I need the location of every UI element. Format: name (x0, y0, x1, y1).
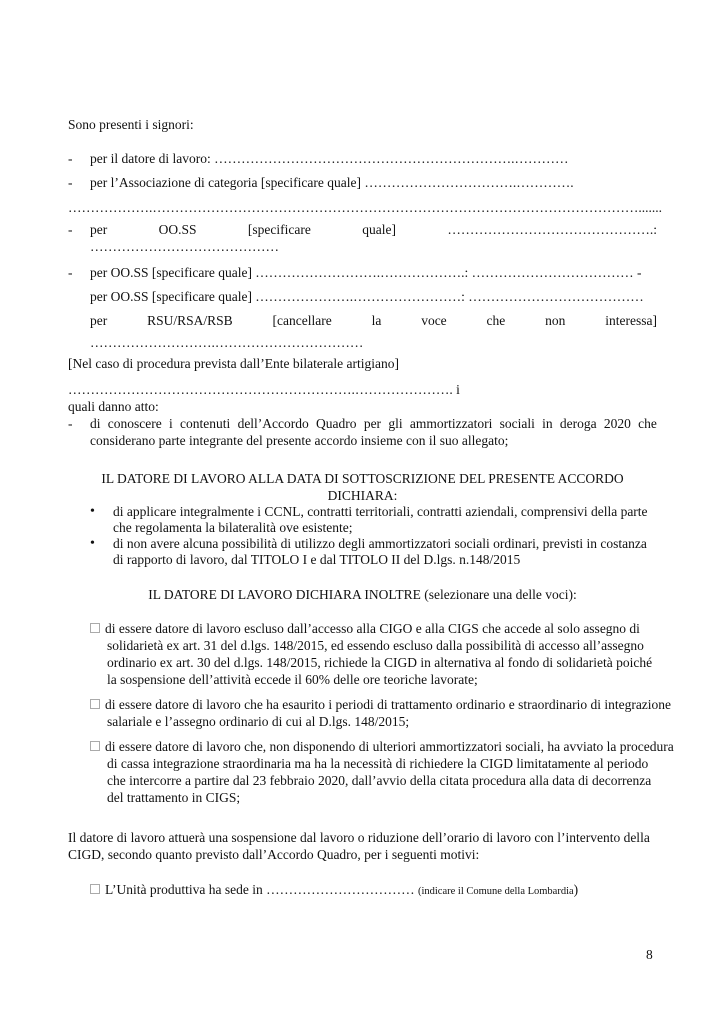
option-3-text: di essere datore di lavoro che, non disponendo di ulteriori ammortizzatori sociali, ha avviato la procedura (105, 739, 674, 754)
dash-marker: - (68, 222, 73, 237)
word: per (363, 416, 382, 431)
word: OO.SS (158, 222, 197, 237)
bullet-ammortizzatori-line-2: di rapporto di lavoro, dal TITOLO I e dal TITOLO II del D.lgs. n.148/2015 (113, 552, 521, 567)
word: ……………………………………….: (447, 222, 657, 237)
word: per (90, 313, 108, 328)
word: voce (421, 313, 447, 328)
word: non (545, 313, 566, 328)
word: conoscere (107, 416, 162, 431)
option-1-line-2: solidarietà ex art. 31 del d.lgs. 148/2015, ed essendo escluso dalla possibilità di accesso all’assegno (107, 638, 644, 653)
option-1-line-3: ordinario ex art. 30 del d.lgs. 148/2015, richiede la CIGD in alternativa al fondo di solidarietà poiché (107, 655, 653, 670)
word: sociali (499, 416, 535, 431)
word: che (638, 416, 657, 431)
word: la (371, 313, 382, 328)
artigiano-dots: ……………………………………………………….…………………. i (68, 382, 460, 397)
option-2-text: di essere datore di lavoro che ha esaurito i periodi di trattamento ordinario e straordinario di integrazione (105, 697, 672, 712)
intro-text: Sono presenti i signori: (68, 117, 194, 132)
bullet-ccnl-line-2: che regolamenta la bilateralità ove esistente; (113, 520, 353, 535)
option-3-line-1 (90, 739, 674, 755)
option-1-line-4: la sospensione dell’attività eccede il 60% delle ore teoriche lavorate; (107, 672, 478, 687)
option-3-line-4: del trattamento in CIGS; (107, 790, 241, 805)
word: deroga (559, 416, 597, 431)
bullet-ccnl-line-1: di applicare integralmente i CCNL, contratti territoriali, contratti aziendali, comprensivi della parte (113, 504, 648, 519)
word: RSU/RSA/RSB (147, 313, 233, 328)
option-2-line-1 (90, 697, 671, 713)
checkbox[interactable] (90, 699, 100, 709)
option-1-line-1 (90, 621, 640, 637)
attuera-line-1: Il datore di lavoro attuerà una sospensione dal lavoro o riduzione dell’orario di lavoro con l’intervento della (68, 830, 650, 845)
bullet-marker: • (90, 504, 95, 519)
datore-line: per il datore di lavoro: ………………………………………………………….………… (90, 151, 569, 166)
ooss-line-3: per OO.SS [specificare quale] ………………….……………………: ………………………………… (90, 289, 644, 304)
word: dell’Accordo (237, 416, 309, 431)
word: contenuti (180, 416, 231, 431)
word: ammortizzatori (409, 416, 493, 431)
checkbox[interactable] (90, 884, 100, 894)
page-number: 8 (646, 947, 653, 962)
rsu-line (90, 313, 657, 329)
heading-dichiara-inoltre: IL DATORE DI LAVORO DICHIARA INOLTRE (selezionare una delle voci): (148, 587, 577, 602)
option-3-line-2: di cassa integrazione straordinaria ma ha la necessità di richiedere la CIGD limitatamente al periodo (107, 756, 649, 771)
conoscere-line-2: considerano parte integrante del presente accordo insieme con il suo allegato; (90, 433, 509, 448)
word: quale] (362, 222, 396, 237)
artigiano-note: [Nel caso di procedura prevista dall’Ente bilaterale artigiano] (68, 356, 399, 371)
heading-dichiara: IL DATORE DI LAVORO ALLA DATA DI SOTTOSCRIZIONE DEL PRESENTE ACCORDO (101, 471, 624, 486)
conoscere-line-1 (90, 416, 657, 432)
dash-marker: - (68, 175, 73, 190)
heading-dichiara-2: DICHIARA: (327, 488, 398, 503)
bullet-ammortizzatori-line-1: di non avere alcuna possibilità di utilizzo degli ammortizzatori sociali ordinari, previsti in costanza (113, 536, 647, 551)
option-1-text: di essere datore di lavoro escluso dall’accesso alla CIGO e alla CIGS che accede al solo assegno di (105, 621, 640, 636)
word: in (542, 416, 553, 431)
ooss-line-2: per OO.SS [specificare quale] ……………………….……………….: ……………………………… - (90, 265, 642, 280)
word: che (486, 313, 506, 328)
dash-marker: - (68, 151, 73, 166)
ooss-line-1-cont: …………………………………… (90, 239, 279, 254)
word: Quadro (316, 416, 357, 431)
word: [cancellare (272, 313, 332, 328)
rsu-line-cont: ……………………….…………………………… (90, 335, 364, 350)
option-3-line-3: che intercorre a partire dal 23 febbraio 2020, dall’avvio della citata procedura alla data di decorrenza (107, 773, 652, 788)
word: i (169, 416, 173, 431)
attuera-line-2: CIGD, secondo quanto previsto dall’Accordo Quadro, per i seguenti motivi: (68, 847, 480, 862)
ooss-line-1 (90, 222, 657, 238)
word: 2020 (603, 416, 631, 431)
unita-note: (indicare il Comune della Lombardia (417, 886, 574, 897)
checkbox[interactable] (90, 741, 100, 751)
bullet-marker: • (90, 536, 95, 551)
dotted-line: ……………….………………………………………………………………………………………………....... (68, 200, 662, 215)
word: gli (388, 416, 403, 431)
unita-text: L’Unità produttiva ha sede in …………………………… (105, 882, 418, 897)
word: [specificare (247, 222, 311, 237)
option-2-line-2: salariale e l’assegno ordinario di cui al D.lgs. 148/2015; (107, 714, 410, 729)
word: per (90, 222, 108, 237)
associazione-line: per l’Associazione di categoria [specificare quale] …………………………….…………. (90, 175, 574, 190)
dash-marker: - (68, 416, 73, 431)
word: interessa] (605, 313, 657, 328)
checkbox[interactable] (90, 623, 100, 633)
danno-atto-text: quali danno atto: (68, 399, 159, 414)
word: di (90, 416, 101, 431)
dash-marker: - (68, 265, 73, 280)
unita-produttiva-line: L’Unità produttiva ha sede in …………………………… (indicare il Comune della Lombardia) (90, 882, 578, 900)
